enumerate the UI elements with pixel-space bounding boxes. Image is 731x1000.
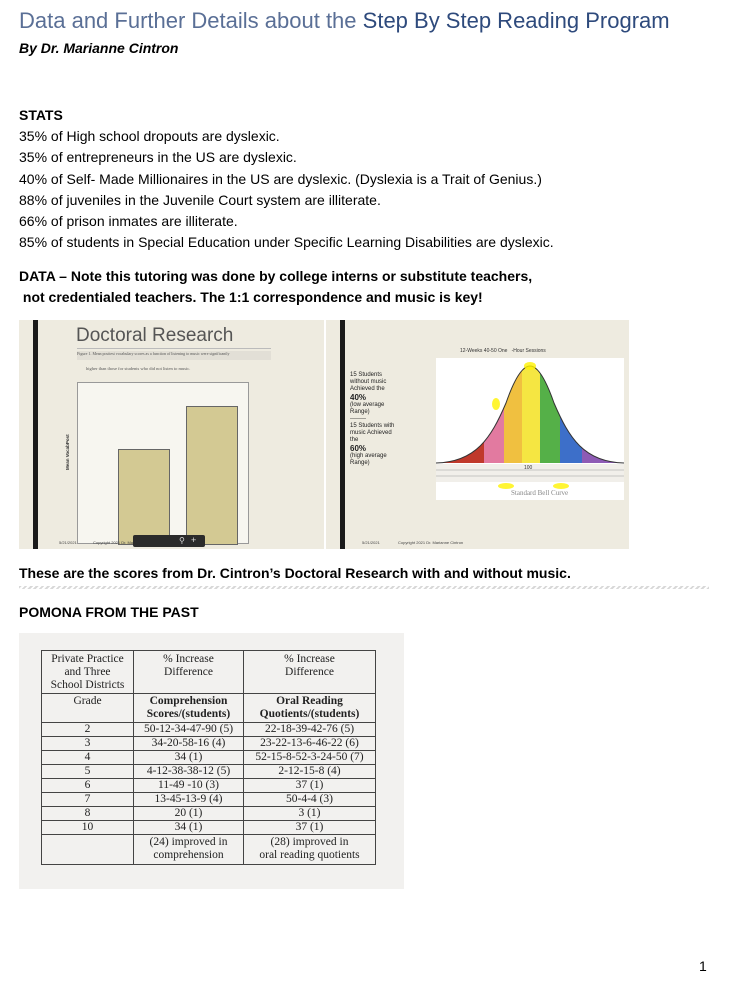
group1-percent: 40% [350, 393, 367, 402]
group2-range: (high average Range) [350, 453, 387, 466]
pomona-results-table [41, 650, 376, 865]
slide-footer-copyright: Copyright 2021 Dr. Marianne Cintron [398, 540, 464, 545]
grade-cell: 3 [42, 737, 134, 751]
subheader-line: Comprehension [149, 695, 228, 707]
group2-text: 15 Students with music Achieved the [350, 423, 395, 443]
slide-left-edge-bar [340, 320, 345, 549]
subheader-line: Scores/(students) [146, 708, 231, 720]
data-note [19, 266, 532, 308]
summary-line: oral reading quotients [259, 849, 360, 861]
header-line: % Increase [163, 653, 214, 665]
oral-cell: 52-15-8-52-3-24-50 (7) [244, 751, 376, 765]
stats-list [19, 126, 554, 254]
title-program-name: Step By Step Reading Program [362, 8, 670, 33]
subheader-line: Oral Reading [276, 695, 343, 707]
group1-range: (low average Range) [350, 402, 385, 415]
header-cell-practice [42, 651, 134, 694]
author-line: By Dr. Marianne Cintron [19, 40, 179, 56]
grade-cell: 5 [42, 765, 134, 779]
oral-cell: 23-22-13-6-46-22 (6) [244, 737, 376, 751]
table-row [42, 737, 376, 751]
stat-line: 35% of High school dropouts are dyslexic. [19, 128, 280, 144]
bar-with-music [186, 406, 238, 545]
comp-cell: 13-45-13-9 (4) [134, 793, 244, 807]
subheader-oral-reading [244, 694, 376, 723]
slide-title-rule [77, 348, 271, 349]
slide-title: Doctoral Research [76, 325, 234, 346]
stat-line: 85% of students in Special Education under Specific Learning Disabilities are dyslexic. [19, 234, 554, 251]
stat-line: 35% of entrepreneurs in the US are dyslexic. [19, 149, 297, 166]
slide-footer-date: 5/21/2021 [59, 540, 77, 545]
table-row [42, 779, 376, 793]
comp-cell: 34 (1) [134, 751, 244, 765]
zoom-icon[interactable]: ⚲ [179, 536, 185, 545]
data-note-line-2: not credentialed teachers. The 1:1 correspondence and music is key! [19, 289, 483, 305]
bar-without-music [118, 449, 170, 545]
table-header-row [42, 651, 376, 694]
bell-band-yellow [522, 358, 540, 468]
summary-empty-cell [42, 835, 134, 865]
comp-cell: 4-12-38-38-12 (5) [134, 765, 244, 779]
table-row [42, 723, 376, 737]
stat-line: 88% of juveniles in the Juvenile Court system are illiterate. [19, 191, 381, 208]
header-line: % Increase [284, 653, 335, 665]
pomona-heading: POMONA FROM THE PAST [19, 604, 199, 620]
title-prefix: Data and Further Details about the [19, 8, 363, 33]
group2-percent: 60% [350, 444, 367, 453]
grade-cell: 4 [42, 751, 134, 765]
header-line: School Districts [50, 679, 125, 691]
table-subheader-row [42, 694, 376, 723]
scores-caption: These are the scores from Dr. Cintron’s Doctoral Research with and without music. [19, 565, 571, 581]
header-cell-oral-increase [244, 651, 376, 694]
subheader-grade: Grade [42, 694, 134, 723]
oral-cell: 37 (1) [244, 779, 376, 793]
group1-text: 15 Students without music Achieved the [350, 372, 387, 392]
comp-cell: 11-49 -10 (3) [134, 779, 244, 793]
results-text-block [350, 372, 396, 467]
table-row [42, 821, 376, 835]
figure-caption-line-2: higher than those for students who did not listen to music. [86, 366, 191, 371]
table-row [42, 765, 376, 779]
comp-cell: 34-20-58-16 (4) [134, 737, 244, 751]
pomona-table-scan [19, 633, 404, 889]
stat-line: 66% of prison inmates are illiterate. [19, 213, 238, 230]
summary-line: (28) improved in [270, 836, 349, 848]
grade-cell: 7 [42, 793, 134, 807]
table-row [42, 751, 376, 765]
subheader-line: Quotients/(students) [259, 708, 360, 720]
oral-cell: 3 (1) [244, 807, 376, 821]
slide-footer-copyright: Copyright 2021 Dr. Ma [93, 540, 134, 545]
page-number: 1 [699, 958, 707, 974]
summary-comprehension [134, 835, 244, 865]
zoom-in-icon[interactable]: + [191, 535, 197, 545]
header-cell-comp-increase [134, 651, 244, 694]
document-title [19, 8, 670, 34]
summary-oral-reading [244, 835, 376, 865]
section-divider [19, 586, 709, 589]
center-score-label: 100 [524, 465, 533, 471]
text-separator: -------- [350, 416, 366, 422]
grade-cell: 8 [42, 807, 134, 821]
pdf-viewer-toolbar[interactable] [133, 535, 205, 547]
grade-cell: 6 [42, 779, 134, 793]
bell-curve-label: Standard Bell Curve [511, 489, 569, 497]
slide-footer-date: 5/21/2021 [362, 540, 380, 545]
data-note-line-1: DATA – Note this tutoring was done by college interns or substitute teachers, [19, 268, 533, 284]
header-line: and Three [64, 666, 111, 678]
chart-session-title: 12-Weeks 40-50 One -Hour Sessions [460, 348, 546, 354]
comp-cell: 20 (1) [134, 807, 244, 821]
oral-cell: 22-18-39-42-76 (5) [244, 723, 376, 737]
grade-cell: 2 [42, 723, 134, 737]
oral-cell: 2-12-15-8 (4) [244, 765, 376, 779]
research-slides-image [19, 320, 629, 549]
table-row [42, 807, 376, 821]
highlight-marker [524, 362, 536, 370]
figure-caption-line-1: Figure 1. Mean posttest vocabulary scores as a function of listening to music were significantly [77, 351, 271, 360]
header-line: Private Practice [51, 653, 124, 665]
stats-heading: STATS [19, 107, 63, 123]
slide-bell-curve [326, 320, 629, 549]
table-row [42, 793, 376, 807]
header-line: Difference [164, 666, 213, 678]
highlight-marker [492, 398, 500, 410]
stat-line: 40% of Self- Made Millionaires in the US are dyslexic. (Dyslexia is a Trait of Genius.) [19, 170, 542, 187]
bar-chart-panel [77, 382, 249, 544]
slide-doctoral-research [19, 320, 324, 549]
header-line: Difference [285, 666, 334, 678]
slide-left-edge-bar [33, 320, 38, 549]
oral-cell: 37 (1) [244, 821, 376, 835]
comp-cell: 34 (1) [134, 821, 244, 835]
bell-curve-graphic [436, 358, 624, 500]
oral-cell: 50-4-4 (3) [244, 793, 376, 807]
summary-line: comprehension [153, 849, 224, 861]
grade-cell: 10 [42, 821, 134, 835]
comp-cell: 50-12-34-47-90 (5) [134, 723, 244, 737]
table-summary-row [42, 835, 376, 865]
subheader-comprehension [134, 694, 244, 723]
y-axis-label: Mean VocabPost [65, 434, 70, 470]
summary-line: (24) improved in [149, 836, 228, 848]
